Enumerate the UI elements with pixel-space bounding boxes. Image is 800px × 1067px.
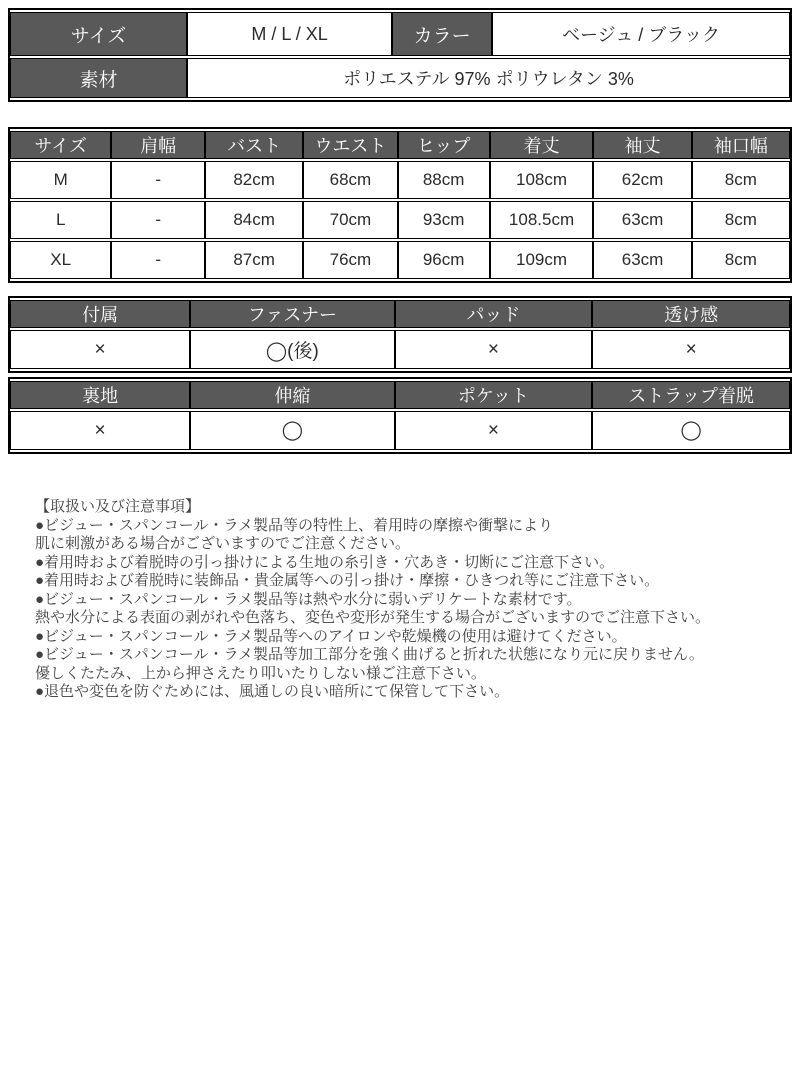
feature-value-accessories: × bbox=[10, 330, 190, 369]
col-strap-detachable: ストラップ着脱 bbox=[592, 381, 790, 409]
notes-section bbox=[35, 498, 782, 702]
note-line: ●着用時および着脱時に装飾品・貴金属等への引っ掛け・摩擦・ひきつれ等にご注意下さい。 bbox=[35, 572, 660, 589]
material-value-cell: ポリエステル 97% ポリウレタン 3% bbox=[187, 58, 790, 98]
note-line: ●ビジュー・スパンコール・ラメ製品等加工部分を強く曲げると折れた状態になり元に戻りません。 bbox=[35, 646, 704, 663]
measurement-cell: 8cm bbox=[692, 201, 790, 239]
measurement-row-m bbox=[10, 161, 790, 199]
measurement-cell: 8cm bbox=[692, 241, 790, 279]
measurement-cell: 108cm bbox=[490, 161, 594, 199]
measurements-header-row bbox=[10, 131, 790, 159]
feature-value-pad: × bbox=[395, 330, 593, 369]
col-bust: バスト bbox=[205, 131, 303, 159]
measurement-cell: 63cm bbox=[593, 241, 691, 279]
col-fastener: ファスナー bbox=[190, 300, 394, 328]
features-1-header-row bbox=[10, 300, 790, 328]
col-shoulder-width: 肩幅 bbox=[111, 131, 205, 159]
note-line: ●ビジュー・スパンコール・ラメ製品等へのアイロンや乾燥機の使用は避けてください。 bbox=[35, 627, 627, 645]
measurement-cell: 8cm bbox=[692, 161, 790, 199]
measurement-row-xl bbox=[10, 241, 790, 279]
material-row bbox=[10, 58, 790, 98]
measurement-cell: 70cm bbox=[303, 201, 397, 239]
size-label-cell: サイズ bbox=[10, 12, 187, 56]
measurement-cell: L bbox=[10, 201, 111, 239]
measurement-cell: 82cm bbox=[205, 161, 303, 199]
col-body-length: 着丈 bbox=[490, 131, 594, 159]
features-table-1 bbox=[8, 296, 792, 373]
note-line: ●退色や変色を防ぐためには、風通しの良い暗所にて保管して下さい。 bbox=[35, 683, 510, 700]
measurement-cell: 93cm bbox=[398, 201, 490, 239]
col-lining: 裏地 bbox=[10, 381, 190, 409]
feature-value-fastener: ◯(後) bbox=[190, 330, 394, 369]
measurement-cell: 88cm bbox=[398, 161, 490, 199]
feature-value-stretch: ◯ bbox=[190, 411, 394, 450]
feature-value-strap-detachable: ◯ bbox=[592, 411, 790, 450]
col-pad: パッド bbox=[395, 300, 593, 328]
col-size: サイズ bbox=[10, 131, 111, 159]
features-table-2 bbox=[8, 377, 792, 454]
measurement-cell: 108.5cm bbox=[490, 201, 594, 239]
measurement-cell: 68cm bbox=[303, 161, 397, 199]
col-sleeve-length: 袖丈 bbox=[593, 131, 691, 159]
size-value-cell: M / L / XL bbox=[187, 12, 392, 56]
feature-value-lining: × bbox=[10, 411, 190, 450]
size-color-material-table bbox=[8, 8, 792, 102]
col-accessories: 付属 bbox=[10, 300, 190, 328]
measurement-cell: 62cm bbox=[593, 161, 691, 199]
col-hip: ヒップ bbox=[398, 131, 490, 159]
features-2-value-row bbox=[10, 411, 790, 450]
size-color-row bbox=[10, 12, 790, 56]
measurement-cell: - bbox=[111, 161, 205, 199]
col-pocket: ポケット bbox=[395, 381, 593, 409]
measurement-cell: - bbox=[111, 201, 205, 239]
note-line: ●ビジュー・スパンコール・ラメ製品等の特性上、着用時の摩擦や衝撃により bbox=[35, 516, 554, 534]
notes-title: 【取扱い及び注意事項】 bbox=[35, 498, 201, 515]
feature-value-pocket: × bbox=[395, 411, 593, 450]
measurement-cell: XL bbox=[10, 241, 111, 279]
measurement-cell: 96cm bbox=[398, 241, 490, 279]
measurements-table bbox=[8, 127, 792, 283]
note-line: 優しくたたみ、上から押さえたり叩いたりしない様ご注意下さい。 bbox=[35, 664, 486, 682]
measurement-cell: - bbox=[111, 241, 205, 279]
note-line: ●ビジュー・スパンコール・ラメ製品等は熱や水分に弱いデリケートな素材です。 bbox=[35, 590, 582, 608]
col-sheerness: 透け感 bbox=[592, 300, 790, 328]
features-2-header-row bbox=[10, 381, 790, 409]
material-label-cell: 素材 bbox=[10, 58, 187, 98]
measurement-cell: 109cm bbox=[490, 241, 594, 279]
color-value-cell: ベージュ / ブラック bbox=[492, 12, 790, 56]
feature-value-sheerness: × bbox=[592, 330, 790, 369]
measurement-cell: M bbox=[10, 161, 111, 199]
col-stretch: 伸縮 bbox=[190, 381, 394, 409]
note-line: 熱や水分による表面の剥がれや色落ち、変色や変形が発生する場合がございますのでご注意下さい。 bbox=[35, 609, 711, 626]
col-waist: ウエスト bbox=[303, 131, 397, 159]
measurement-row-l bbox=[10, 201, 790, 239]
features-1-value-row bbox=[10, 330, 790, 369]
measurement-cell: 87cm bbox=[205, 241, 303, 279]
measurement-cell: 84cm bbox=[205, 201, 303, 239]
note-line: 肌に刺激がある場合がございますのでご注意ください。 bbox=[35, 535, 411, 552]
measurement-cell: 76cm bbox=[303, 241, 397, 279]
col-cuff-width: 袖口幅 bbox=[692, 131, 790, 159]
measurement-cell: 63cm bbox=[593, 201, 691, 239]
color-label-cell: カラー bbox=[392, 12, 492, 56]
note-line: ●着用時および着脱時の引っ掛けによる生地の糸引き・穴あき・切断にご注意下さい。 bbox=[35, 553, 615, 571]
